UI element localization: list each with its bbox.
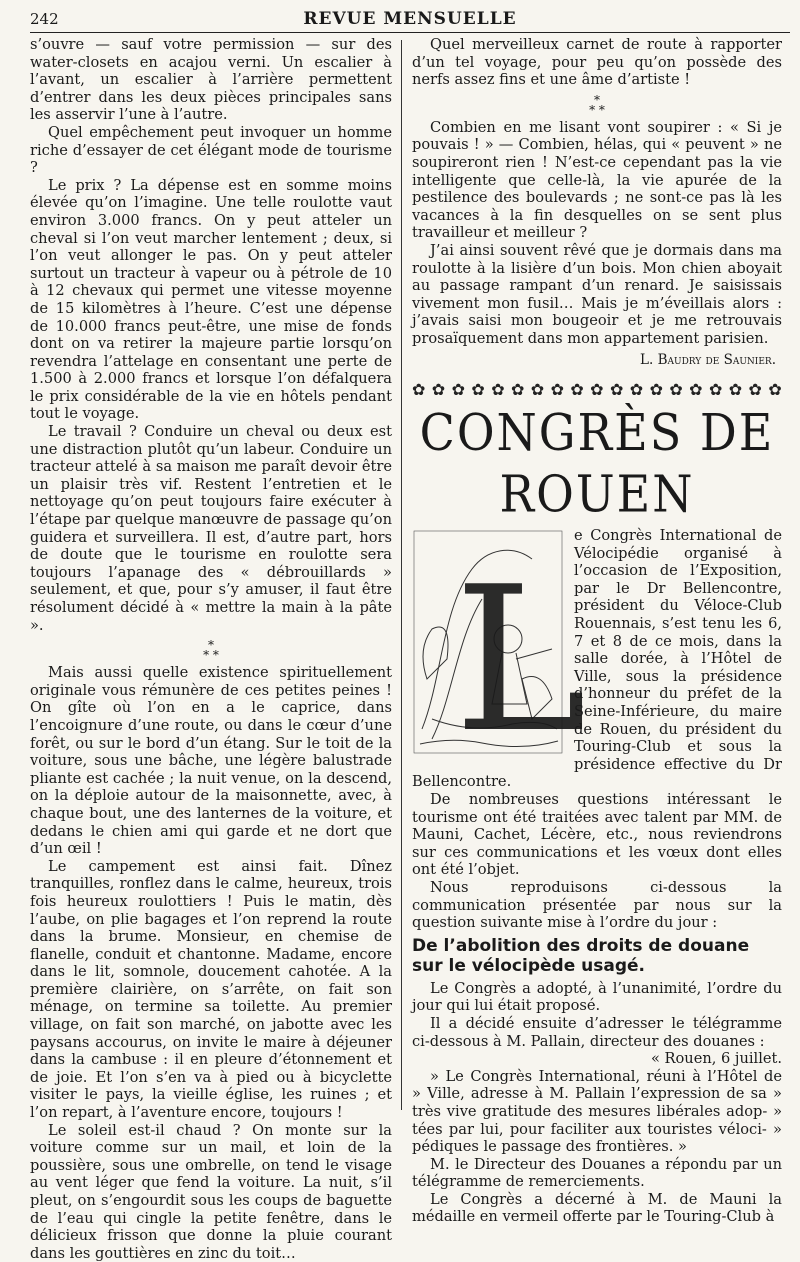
- illustrated-dropcap-icon: [412, 529, 587, 778]
- paragraph: e Congrès International de Vélocipédie organisé à l’occasion de l’Exposition, par le Dr Bellencontre, président du Véloce-Club Rouennais, s’est tenu les 6, 7 et 8 de ce mois, dans la salle dorée, à l’Hôtel de Ville, sous la présidence d’honneur du préfet de la Seine-Inférieure, du maire de Rouen, du président du Touring-Club et sous la présidence effective du Dr Bellencontre.: [412, 527, 782, 791]
- flower-ornament-icon: ✿: [471, 380, 485, 400]
- paragraph: Quel empêchement peut invoquer un homme riche d’essayer de cet élégant mode de tourisme ?: [30, 123, 392, 177]
- paragraph: Combien en me lisant vont soupirer : « Si je pouvais ! » — Combien, hélas, qui « peuvent » ne soupireront rien ! N’est-ce cependant pas la vie intelligente que celle-là, la vie apurée de la pestilence des boulevards ; ne sont-ce pas là les vacances à la fin desquelles on se sent plus travailleur et meilleur ?: [412, 118, 782, 242]
- section-title: CONGRÈS DE ROUEN: [419, 402, 775, 524]
- section-stars: [412, 92, 782, 117]
- flower-ornament-icon: ✿: [629, 380, 644, 400]
- dropcap-letter: L: [454, 544, 587, 778]
- paragraph: Quel merveilleux carnet de route à rapporter d’un tel voyage, pour peu qu’on possède des nerfs assez fins et une âme d’artiste !: [412, 36, 782, 89]
- ornament-band: [412, 381, 782, 399]
- page-header: [30, 6, 790, 32]
- section-stars: [30, 638, 392, 663]
- flower-ornament-icon: ✿: [728, 380, 743, 400]
- paragraph: De nombreuses questions intéressant le tourisme ont été traitées avec talent par MM. de Mauni, Cachet, Lécère, etc., nous reviendrons sur ces communications et les vœux dont elles ont été l’objet.: [412, 791, 782, 879]
- paragraph: J’ai ainsi souvent rêvé que je dormais dans ma roulotte à la lisière d’un bois. Mon chien aboyait au passage rampant d’un renard. Je saisissais vivement mon fusil… Mais je m’éveillais alors : j’avais saisi mon bougeoir et je me retrouvais prosaïquement dans mon appartement parisien.: [412, 241, 782, 347]
- paragraph: Nous reproduisons ci-dessous la communication présentée par nous sur la question suivante mise à l’ordre du jour :: [412, 878, 782, 932]
- paragraph: Le prix ? La dépense est en somme moins élevée qu’on l’imagine. Une telle roulotte vaut environ 3.000 francs. On y peut atteler un cheval si l’on veut marcher lentement ; deux, si l’on veut allonger le pas. On y peut atteler surtout un tracteur à vapeur ou à pétrole de 10 à 12 chevaux qui permet une vitesse moyenne de 15 kilomètres à l’heure. C’est une dépense de 10.000 francs peut-être, une mise de fonds dont on va retirer la majeure partie lorsqu’on revendra l’attelage en consentant une perte de 1.500 à 2.000 francs et lorsque l’on défalquera le prix considérable de la vie en hôtels pendant tout le voyage.: [30, 176, 392, 423]
- flower-ornament-icon: ✿: [689, 380, 703, 400]
- flower-ornament-icon: ✿: [431, 380, 446, 400]
- star-bottom: * *: [589, 102, 605, 117]
- page-number: 242: [30, 10, 59, 28]
- running-title: REVUE MENSUELLE: [303, 9, 517, 29]
- author-signature: L. Baudry de Saunier.: [640, 351, 776, 368]
- flower-ornament-icon: ✿: [768, 380, 782, 400]
- flower-ornament-icon: ✿: [708, 380, 723, 400]
- paragraph: Mais aussi quelle existence spirituellement originale vous rémunère de ces petites peines ! On gîte où l’on en a le caprice, dans l’encoignure d’une route, ou dans le cœur d’une forêt, ou sur le bord d’un étang. Sur le toit de la voiture, sous une bâche, une légère balustrade pliante est cachée ; la nuit venue, on la descend, on la déploie autour de la maisonnette, avec, à chaque bout, une des lanternes de la voiture, et dedans le chien ami qui garde et ne dort que d’un œil !: [30, 664, 392, 858]
- right-column: [412, 36, 782, 1226]
- column-divider: [401, 40, 402, 1110]
- flower-ornament-icon: ✿: [451, 380, 465, 400]
- paragraph: Il a décidé ensuite d’adresser le télégramme ci-dessous à M. Pallain, directeur des douanes :: [412, 1014, 782, 1050]
- flower-ornament-icon: ✿: [570, 380, 584, 400]
- paragraph: M. le Directeur des Douanes a répondu par un télégramme de remerciements.: [412, 1155, 782, 1191]
- flower-ornament-icon: ✿: [530, 380, 545, 400]
- flower-ornament-icon: ✿: [609, 380, 624, 400]
- flower-ornament-icon: ✿: [491, 380, 505, 400]
- flower-ornament-icon: ✿: [748, 380, 762, 400]
- flower-ornament-icon: ✿: [590, 380, 604, 400]
- paragraph: Le Congrès a décerné à M. de Mauni la médaille en vermeil offerte par le Touring-Club à: [412, 1190, 782, 1226]
- paragraph: Le Congrès a adopté, à l’unanimité, l’ordre du jour qui lui était proposé.: [412, 979, 782, 1015]
- star-top: *: [594, 92, 600, 107]
- telegram-text: » Le Congrès International, réuni à l’Hôtel de » Ville, adresse à M. Pallain l’expression de sa » très vive gratitude des mesures libérales adop- » tées par lui, pour faciliter aux touristes véloci- » pédiques le passage des frontières. »: [412, 1067, 782, 1156]
- flower-ornament-icon: ✿: [412, 380, 426, 400]
- flower-ornament-icon: ✿: [510, 380, 525, 400]
- left-column: [30, 36, 392, 1262]
- flower-ornament-icon: ✿: [550, 380, 564, 400]
- paragraph: Le soleil est-il chaud ? On monte sur la voiture comme sur un mail, et loin de la poussière, sous une ombrelle, on tend le visage au vent léger que fend la voiture. La nuit, s’il pleut, on s’engourdit sous les coups de baguette de l’eau qui cingle la petite fenêtre, dans le délicieux frisson que donne la pluie courant dans les gouttières en zinc du toit…: [30, 1121, 392, 1262]
- paragraph: Le travail ? Conduire un cheval ou deux est une distraction plutôt qu’un labeur. Conduire un tracteur attelé à sa maison me paraît devoir être un plaisir très vif. Restent l’entretien et le nettoyage qu’on peut toujours faire exécuter à l’étape par quelque manœuvre de passage qu’on guidera et surveillera. Il est, d’autre part, hors de doute que le tourisme en roulotte sera toujours l’apanage des « débrouillards » seulement, et que, pour s’y amuser, il faut être résolument décidé à « mettre la main à la pâte ».: [30, 423, 392, 634]
- header-rule: [30, 32, 790, 33]
- flower-ornament-icon: ✿: [669, 380, 683, 400]
- article-intro: [412, 527, 782, 791]
- subsection-heading: De l’abolition des droits de douane sur le vélocipède usagé.: [412, 935, 750, 976]
- paragraph: s’ouvre — sauf votre permission — sur des water-closets en acajou verni. Un escalier à l’avant, un escalier à l’arrière permettent d’entrer dans les deux pièces principales sans les asservir l’une à l’autre.: [30, 36, 392, 124]
- star-bottom: * *: [203, 648, 219, 663]
- star-top: *: [208, 638, 214, 653]
- paragraph: Le campement est ainsi fait. Dînez tranquilles, ronflez dans le calme, heureux, trois fois heureux roulottiers ! Puis le matin, dès l’aube, on plie bagages et l’on reprend la route dans la brume. Monsieur, en chemise de flanelle, conduit et chantonne. Madame, encore dans le lit, somnole, doucement cahotée. A la première clairière, on s’arrête, on fait son ménage, on termine sa toilette. Au premier village, on fait son marché, on jabotte avec les paysans accourus, on invite le maire à déjeuner dans la cambuse : il en pleure d’étonnement et de joie. Et l’on s’en va à pied ou à bicyclette visiter le pays, la vieille église, les ruines ; et l’on repart, à l’aventure encore, toujours !: [30, 857, 392, 1122]
- telegram-date: « Rouen, 6 juillet.: [650, 1050, 782, 1068]
- flower-ornament-icon: ✿: [649, 380, 663, 400]
